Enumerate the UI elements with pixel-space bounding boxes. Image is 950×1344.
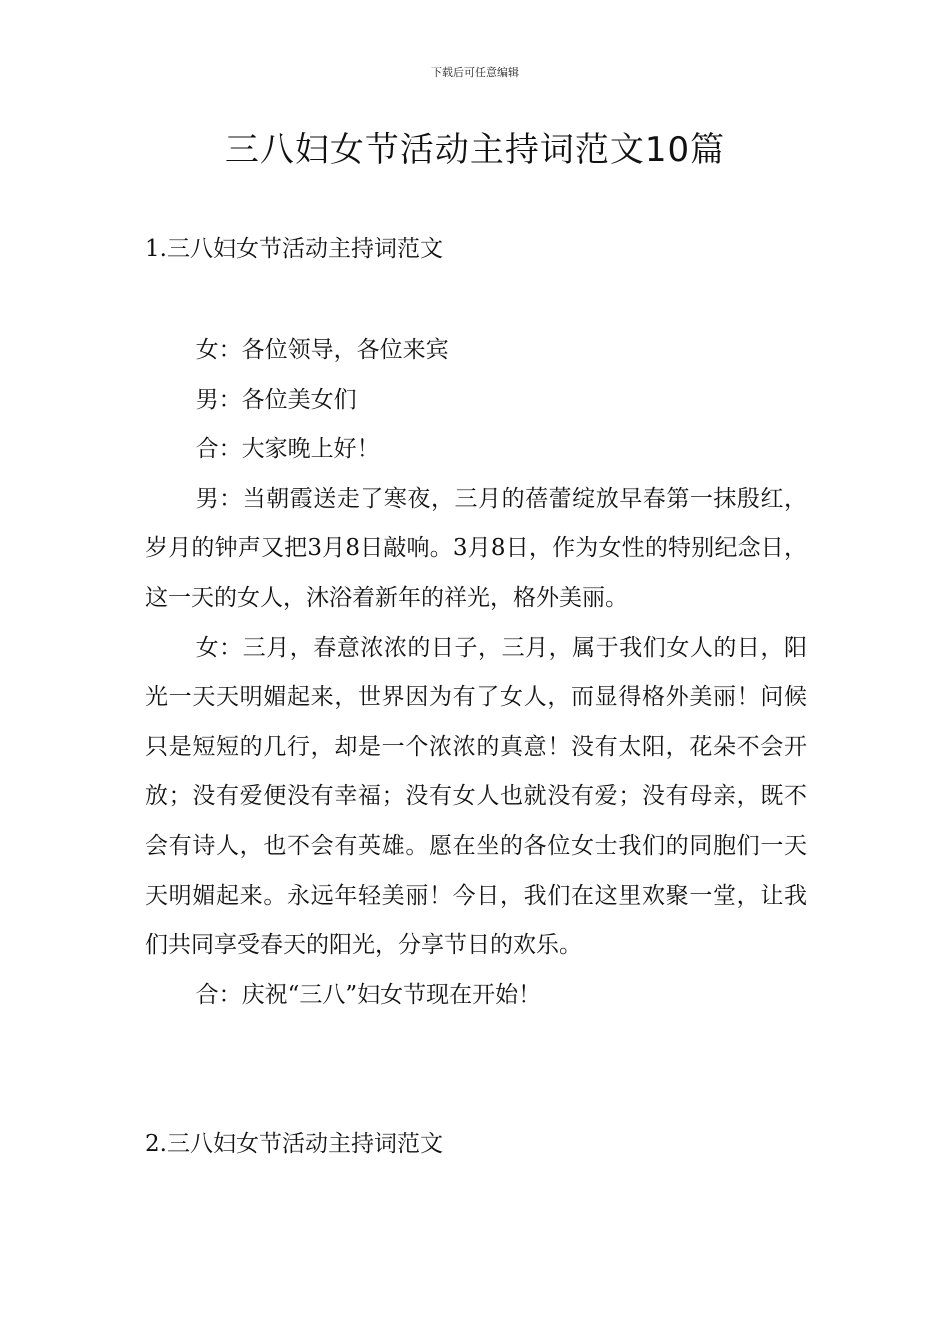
dialogue-paragraph: 男：当朝霞送走了寒夜，三月的蓓蕾绽放早春第一抹殷红，岁月的钟声又把3月8日敲响。3月8日，作为女性的特别纪念日，这一天的女人，沐浴着新年的祥光，格外美丽。 [145,485,807,611]
dialogue-line: 合：庆祝“三八”妇女节现在开始！ [195,981,542,1008]
document-title: 三八妇女节活动主持词范文10篇 [224,130,726,170]
dialogue-line: 男：各位美女们 [195,386,357,413]
dialogue-line: 合：大家晚上好！ [195,436,380,463]
dialogue-line: 女：各位领导，各位来宾 [195,337,449,363]
section-1-body [145,326,807,1020]
header-note: 下载后可任意编辑 [431,66,519,79]
dialogue-paragraph: 女：三月，春意浓浓的日子，三月，属于我们女人的日，阳光一天天明媚起来，世界因为有了女人，而显得格外美丽！问候只是短短的几行，却是一个浓浓的真意！没有太阳，花朵不会开放；没有爱便没有幸福；没有女人也就没有爱；没有母亲，既不会有诗人，也不会有英雄。愿在坐的各位女士我们的同胞们一天天明媚起来。永远年轻美丽！今日，我们在这里欢聚一堂，让我们共同享受春天的阳光，分享节日的欢乐。 [145,634,807,959]
section-heading-2: 2.三八妇女节活动主持词范文 [145,1131,443,1157]
section-heading-1: 1.三八妇女节活动主持词范文 [145,236,443,262]
